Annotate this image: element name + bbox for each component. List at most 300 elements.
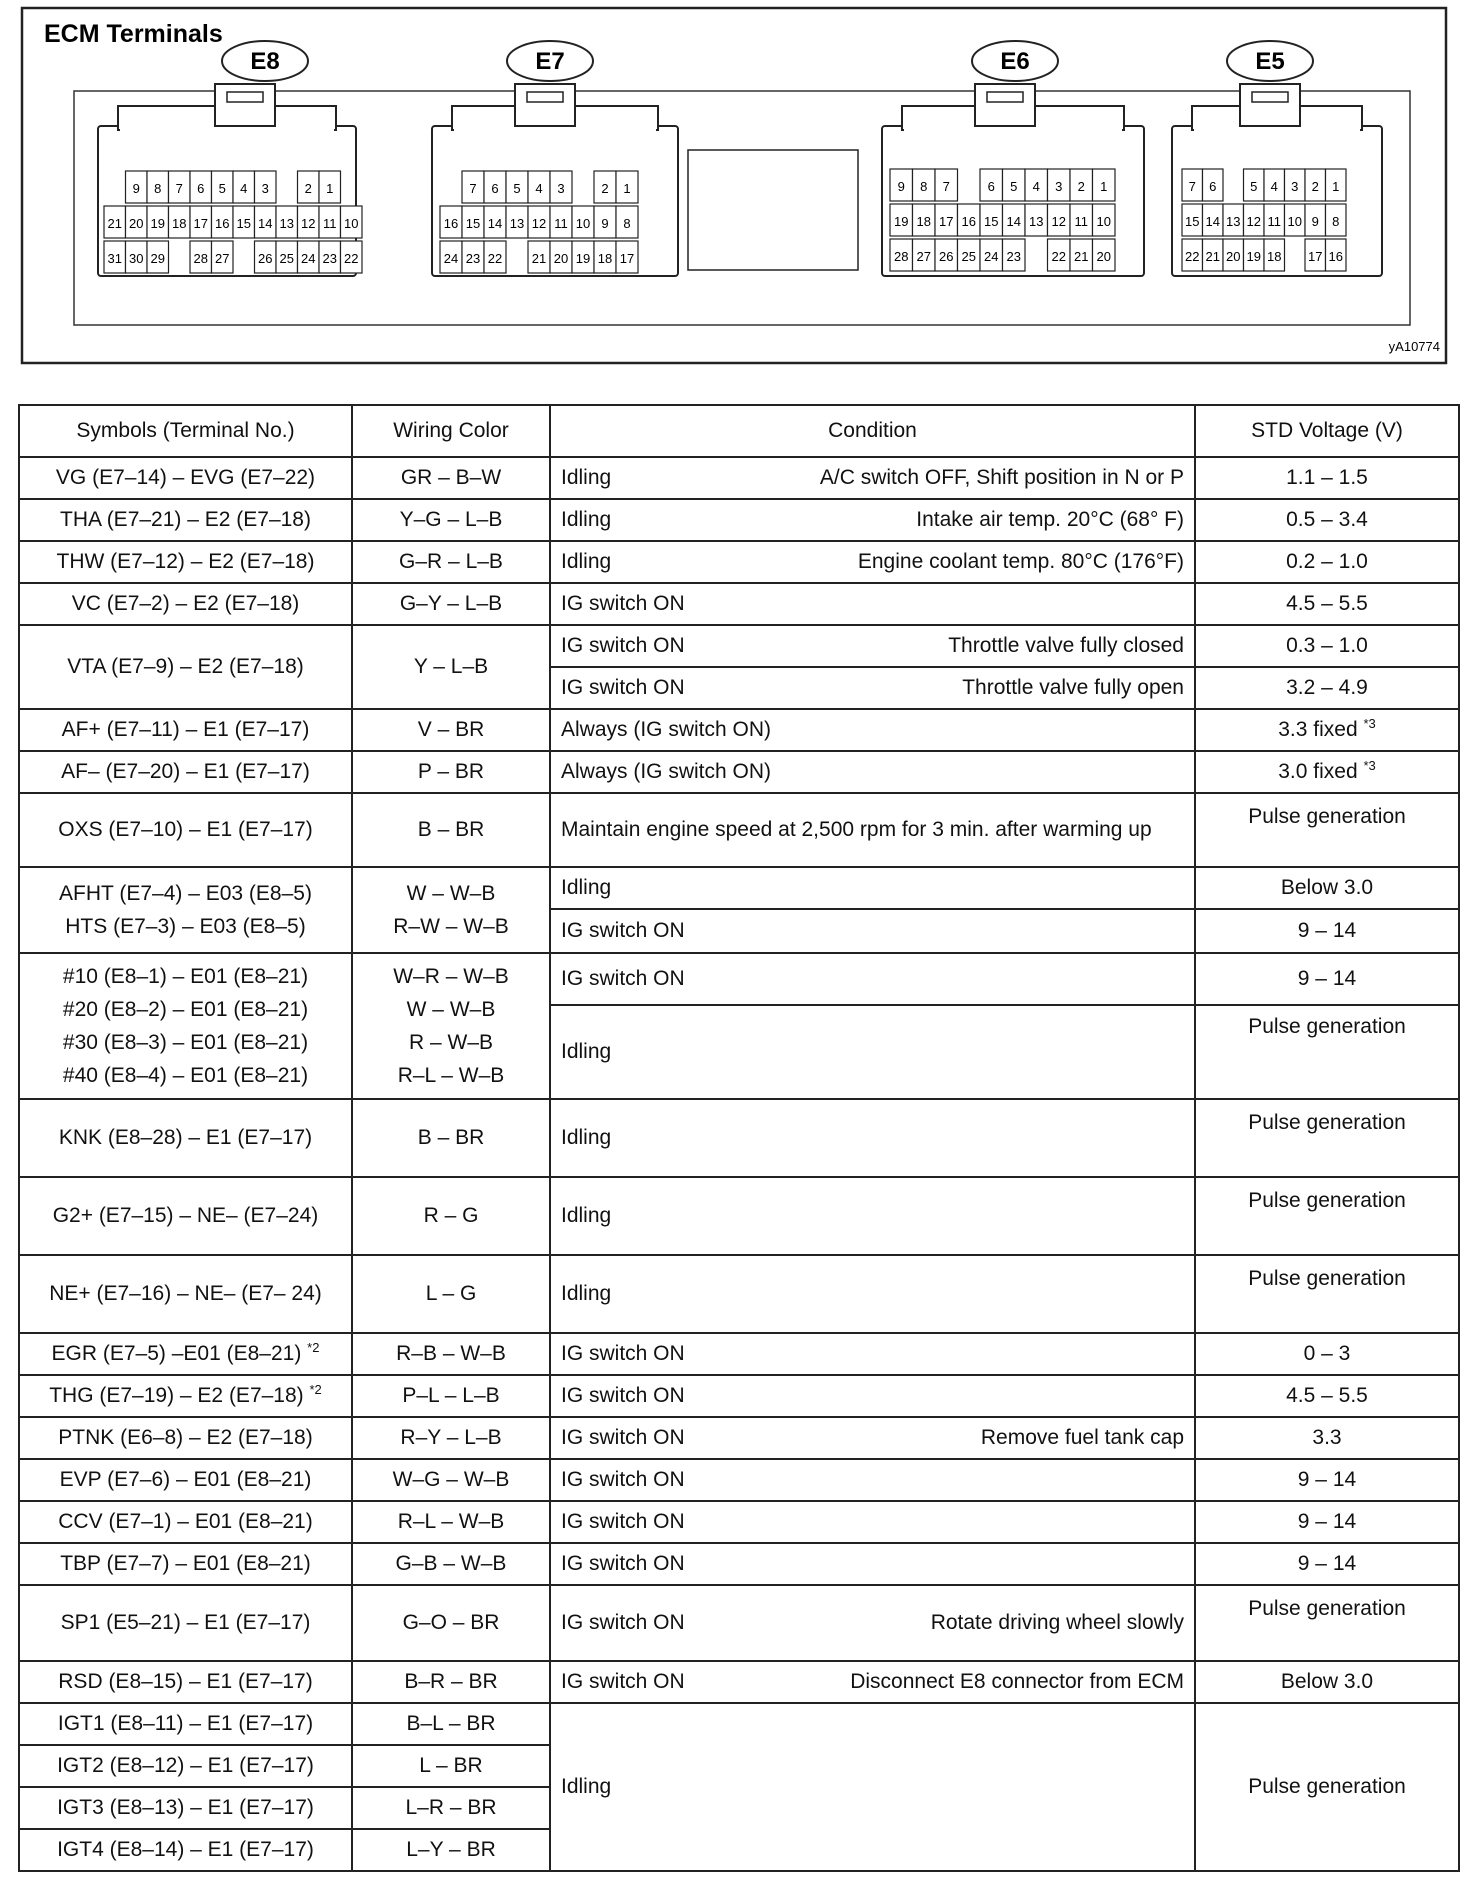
condition-text: Idling [551,868,1194,910]
ecm-blank-pad [688,150,858,270]
pin-number: 15 [465,216,481,231]
condition-text: IG switch ON [561,1383,685,1407]
condition-detail: A/C switch OFF, Shift position in N or P [819,465,1184,489]
pin-number: 1 [1100,179,1108,194]
pin-number: 23 [465,251,481,266]
voltage-cell: 1.1 – 1.5 [1195,457,1459,499]
header-condition: Condition [550,405,1195,457]
table-row [19,953,1459,1099]
table-row [19,541,1459,583]
wiring-line: W–R – W–B [393,965,509,988]
connector-latch [975,84,1035,126]
condition-detail: Throttle valve fully closed [948,633,1184,657]
pin-number: 16 [215,216,230,231]
voltage-value: Below 3.0 [1196,868,1458,910]
connector-label: E6 [1000,48,1030,75]
pin-number: 9 [897,179,905,194]
pin-number: 31 [107,251,122,266]
symbol-cell: THW (E7–12) – E2 (E7–18) [19,541,352,583]
table-row [19,1375,1459,1417]
table-row [19,1417,1459,1459]
voltage-cell: Pulse generation [1195,1585,1459,1661]
pin-number: 12 [1051,214,1066,229]
pin-number: 25 [279,251,294,266]
pin-number: 5 [1010,179,1018,194]
connector-latch-slot [227,92,263,102]
symbol-cell: PTNK (E6–8) – E2 (E7–18) [19,1417,352,1459]
voltage-cell: Pulse generation [1195,1099,1459,1177]
condition-cell [550,457,1195,499]
pin-number: 2 [1077,179,1085,194]
condition-text: Idling [561,549,612,573]
pin-number: 12 [531,216,547,231]
condition-cell [550,709,1195,751]
condition-detail: Engine coolant temp. 80°C (176°F) [857,549,1184,573]
pin-number: 22 [1051,249,1066,264]
table-row [19,1177,1459,1255]
symbol-cell: IGT3 (E8–13) – E1 (E7–17) [19,1787,352,1829]
pin-number: 14 [1006,214,1021,229]
wiring-cell: L – BR [352,1745,550,1787]
voltage-cell: Pulse generation [1195,1255,1459,1333]
voltage-cell: 9 – 14 [1195,1543,1459,1585]
pin-number: 5 [1250,179,1258,194]
pin-number: 14 [258,216,273,231]
symbol-cell: SP1 (E5–21) – E1 (E7–17) [19,1585,352,1661]
table-header-row [19,405,1459,457]
pin-number: 26 [939,249,954,264]
pin-number: 19 [894,214,909,229]
condition-detail: Intake air temp. 20°C (68° F) [916,507,1184,531]
pin-number: 21 [531,251,547,266]
condition-text: Idling [561,1774,612,1798]
condition-detail: Throttle valve fully open [962,675,1184,699]
condition-text: IG switch ON [561,1341,685,1365]
condition-cell [550,1585,1195,1661]
symbol-line: AFHT (E7–4) – E03 (E8–5) [59,882,312,905]
pin-number: 24 [301,251,316,266]
voltage-cell: 9 – 14 [1195,1501,1459,1543]
pin-number: 9 [601,216,609,231]
pin-number: 8 [154,181,162,196]
symbol-cell: IGT1 (E8–11) – E1 (E7–17) [19,1703,352,1745]
condition-text: Idling [561,1125,612,1149]
condition-text: Maintain engine speed at 2,500 rpm for 3 min. after warming up [561,817,1152,841]
pin-number: 10 [344,216,359,231]
pin-number: 13 [279,216,294,231]
pin-number: 11 [323,216,337,231]
condition-cell [550,1255,1195,1333]
condition-cell [550,625,1195,667]
condition-text: IG switch ON [561,591,685,615]
table-row [19,457,1459,499]
pin-number: 1 [1332,179,1340,194]
pin-number: 18 [597,251,613,266]
wiring-cell: G–O – BR [352,1585,550,1661]
pin-number: 19 [1246,249,1261,264]
connector-latch-slot [527,92,563,102]
connector-label: E5 [1255,48,1285,75]
symbol-cell: OXS (E7–10) – E1 (E7–17) [19,793,352,867]
pin-number: 16 [443,216,459,231]
condition-text: IG switch ON [551,954,1194,1006]
voltage-cell [1195,867,1459,953]
voltage-cell: Pulse generation [1195,1177,1459,1255]
wiring-cell: R–Y – L–B [352,1417,550,1459]
table-row [19,867,1459,953]
pin-number: 24 [984,249,999,264]
figure-id: yA10774 [1388,339,1440,354]
pin-number: 6 [987,179,995,194]
pin-number: 19 [575,251,591,266]
condition-cell [550,541,1195,583]
table-row [19,583,1459,625]
pin-number: 4 [1032,179,1040,194]
voltage-cell [1195,953,1459,1099]
symbol-line: #40 (E8–4) – E01 (E8–21) [62,1064,309,1087]
pin-number: 20 [553,251,569,266]
wiring-cell: R–L – W–B [352,1501,550,1543]
pin-number: 23 [322,251,337,266]
condition-text: Idling [561,1281,612,1305]
voltage-value: 3.0 fixed [1278,759,1358,783]
pin-number: 5 [218,181,226,196]
terminal-spec-table [18,404,1460,1872]
wiring-cell: R – G [352,1177,550,1255]
condition-cell [550,751,1195,793]
pin-number: 29 [150,251,165,266]
wiring-cell: B–R – BR [352,1661,550,1703]
condition-cell [550,867,1195,953]
condition-text: IG switch ON [561,675,685,699]
symbol-line: HTS (E7–3) – E03 (E8–5) [65,915,306,938]
condition-detail: Remove fuel tank cap [980,1425,1184,1449]
voltage-cell: 9 – 14 [1195,1459,1459,1501]
condition-text: IG switch ON [561,1669,685,1693]
table-row [19,1333,1459,1375]
pin-number: 13 [509,216,525,231]
pin-number: 4 [240,181,248,196]
condition-text: IG switch ON [561,918,685,942]
voltage-cell: 0 – 3 [1195,1333,1459,1375]
voltage-value: 3.3 fixed [1278,717,1358,741]
pin-number: 8 [623,216,631,231]
condition-cell [550,1099,1195,1177]
condition-cell [550,1177,1195,1255]
pin-number: 20 [129,216,144,231]
pin-number: 21 [1074,249,1089,264]
pin-number: 20 [1226,249,1241,264]
symbol-cell: RSD (E8–15) – E1 (E7–17) [19,1661,352,1703]
voltage-cell: 0.5 – 3.4 [1195,499,1459,541]
voltage-cell: Pulse generation [1195,793,1459,867]
pin-number: 28 [193,251,208,266]
pin-number: 22 [344,251,359,266]
table-row [19,1501,1459,1543]
pin-number: 4 [1270,179,1278,194]
pin-number: 3 [1291,179,1299,194]
pin-number: 17 [1308,249,1323,264]
symbol-cell: NE+ (E7–16) – NE– (E7– 24) [19,1255,352,1333]
pin-number: 3 [261,181,269,196]
condition-cell [550,953,1195,1099]
voltage-cell [1195,709,1459,751]
symbol-cell: CCV (E7–1) – E01 (E8–21) [19,1501,352,1543]
pin-number: 11 [554,216,568,231]
pin-number: 15 [236,216,251,231]
pin-number: 15 [1185,214,1200,229]
wiring-line: R–L – W–B [397,1064,505,1087]
pin-number: 21 [107,216,122,231]
pin-number: 17 [939,214,954,229]
pin-number: 11 [1267,214,1281,229]
wiring-cell: G–R – L–B [352,541,550,583]
pin-number: 11 [1074,214,1088,229]
pin-number: 25 [961,249,976,264]
pin-number: 18 [1267,249,1282,264]
pin-number: 7 [469,181,477,196]
table-row [19,1585,1459,1661]
pin-number: 27 [215,251,230,266]
pin-number: 3 [1055,179,1063,194]
condition-text: Idling [561,1039,612,1063]
pin-number: 18 [172,216,187,231]
symbol-cell: AF– (E7–20) – E1 (E7–17) [19,751,352,793]
condition-cell [550,1703,1195,1871]
condition-cell [550,1333,1195,1375]
voltage-cell: 4.5 – 5.5 [1195,1375,1459,1417]
pin-number: 9 [1311,214,1319,229]
symbol-cell [19,1333,352,1375]
pin-number: 7 [942,179,950,194]
connector-latch-slot [1252,92,1288,102]
header-std-voltage: STD Voltage (V) [1195,405,1459,457]
condition-text: Always (IG switch ON) [561,759,772,783]
table-row [19,1459,1459,1501]
pin-number: 22 [1185,249,1200,264]
table-row [19,1099,1459,1177]
diagram-title: ECM Terminals [44,20,223,48]
voltage-value: Pulse generation [1248,1015,1406,1038]
condition-text: IG switch ON [561,1467,685,1491]
condition-cell [550,499,1195,541]
symbol-cell: KNK (E8–28) – E1 (E7–17) [19,1099,352,1177]
connector-label: E7 [535,48,565,75]
condition-text: IG switch ON [561,1509,685,1533]
table-row [19,751,1459,793]
pin-number: 5 [513,181,521,196]
footnote-mark: *3 [1363,757,1376,773]
table-row [19,709,1459,751]
wiring-cell: B – BR [352,793,550,867]
wiring-cell: GR – B–W [352,457,550,499]
pin-number: 18 [916,214,931,229]
condition-cell [550,1459,1195,1501]
wiring-cell: P–L – L–B [352,1375,550,1417]
condition-text: IG switch ON [561,1425,685,1449]
symbol-cell [19,1375,352,1417]
pin-number: 16 [1328,249,1343,264]
symbol-line: #20 (E8–2) – E01 (E8–21) [62,998,309,1021]
symbol-cell: IGT2 (E8–12) – E1 (E7–17) [19,1745,352,1787]
table-row [19,499,1459,541]
footnote-mark: *2 [309,1381,322,1397]
wiring-line: W – W–B [406,998,496,1021]
condition-text: IG switch ON [561,633,685,657]
condition-text: Always (IG switch ON) [561,717,772,741]
table-row [19,1703,1459,1745]
wiring-cell [352,867,550,953]
wiring-cell: G–B – W–B [352,1543,550,1585]
pin-number: 13 [1226,214,1241,229]
condition-detail: Rotate driving wheel slowly [930,1610,1184,1634]
pin-number: 16 [961,214,976,229]
pin-number: 20 [1096,249,1111,264]
symbol-cell: G2+ (E7–15) – NE– (E7–24) [19,1177,352,1255]
pin-number: 8 [920,179,928,194]
header-wiring-color: Wiring Color [352,405,550,457]
symbol-text: EGR (E7–5) –E01 (E8–21) [51,1341,302,1365]
pin-number: 10 [1096,214,1111,229]
pin-number: 3 [557,181,565,196]
pin-number: 22 [487,251,503,266]
pin-number: 28 [894,249,909,264]
connector-latch [1240,84,1300,126]
symbol-cell [19,953,352,1099]
pin-number: 2 [601,181,609,196]
wiring-cell [352,953,550,1099]
pin-number: 7 [175,181,183,196]
footnote-mark: *2 [307,1339,320,1355]
pin-number: 14 [1205,214,1220,229]
pin-number: 14 [487,216,503,231]
condition-text: Idling [561,507,612,531]
voltage-cell: 3.3 [1195,1417,1459,1459]
pin-number: 13 [1029,214,1044,229]
pin-number: 24 [443,251,459,266]
pin-number: 7 [1188,179,1196,194]
pin-number: 2 [304,181,312,196]
voltage-cell: 0.3 – 1.0 [1195,625,1459,667]
wiring-cell: L–Y – BR [352,1829,550,1871]
pin-number: 8 [1332,214,1340,229]
condition-text: Idling [561,1203,612,1227]
pin-number: 4 [535,181,543,196]
condition-cell [550,1375,1195,1417]
wiring-cell: L – G [352,1255,550,1333]
pin-number: 6 [197,181,205,196]
condition-text: Idling [561,465,612,489]
condition-cell [550,1417,1195,1459]
condition-cell [550,583,1195,625]
wiring-cell: L–R – BR [352,1787,550,1829]
pin-number: 26 [258,251,273,266]
condition-cell [550,1543,1195,1585]
footnote-mark: *3 [1363,715,1376,731]
wiring-cell: R–B – W–B [352,1333,550,1375]
condition-text: IG switch ON [561,1551,685,1575]
voltage-value: 9 – 14 [1297,918,1357,942]
table-row [19,1255,1459,1333]
wiring-cell: G–Y – L–B [352,583,550,625]
symbol-cell: VC (E7–2) – E2 (E7–18) [19,583,352,625]
symbol-cell: VTA (E7–9) – E2 (E7–18) [19,625,352,709]
symbol-cell [19,867,352,953]
symbol-cell: TBP (E7–7) – E01 (E8–21) [19,1543,352,1585]
wiring-cell: V – BR [352,709,550,751]
pin-number: 21 [1205,249,1220,264]
symbol-cell: THA (E7–21) – E2 (E7–18) [19,499,352,541]
pin-number: 12 [301,216,316,231]
pin-number: 15 [984,214,999,229]
pin-number: 17 [619,251,635,266]
connector-latch-slot [987,92,1023,102]
wiring-cell: B – BR [352,1099,550,1177]
voltage-cell: Below 3.0 [1195,1661,1459,1703]
table-row [19,1543,1459,1585]
wiring-cell: B–L – BR [352,1703,550,1745]
pin-number: 30 [129,251,144,266]
voltage-value: 9 – 14 [1196,954,1458,1006]
voltage-cell: 4.5 – 5.5 [1195,583,1459,625]
table-row [19,793,1459,867]
condition-detail: Disconnect E8 connector from ECM [850,1669,1184,1693]
ecm-terminal-diagram [20,6,1450,366]
pin-number: 23 [1006,249,1021,264]
wiring-cell: Y–G – L–B [352,499,550,541]
header-symbols: Symbols (Terminal No.) [19,405,352,457]
wiring-cell: Y – L–B [352,625,550,709]
pin-number: 1 [326,181,334,196]
pin-number: 19 [150,216,165,231]
pin-number: 12 [1246,214,1261,229]
condition-cell [550,1661,1195,1703]
voltage-cell: Pulse generation [1195,1703,1459,1871]
pin-number: 2 [1311,179,1319,194]
connector-latch [215,84,275,126]
condition-text: IG switch ON [561,1610,685,1634]
pin-number: 27 [916,249,931,264]
table-row [19,625,1459,667]
symbol-cell: VG (E7–14) – EVG (E7–22) [19,457,352,499]
wiring-line: W – W–B [406,882,496,905]
symbol-cell: IGT4 (E8–14) – E1 (E7–17) [19,1829,352,1871]
table-row [19,1661,1459,1703]
symbol-cell: AF+ (E7–11) – E1 (E7–17) [19,709,352,751]
pin-number: 6 [1209,179,1217,194]
symbol-cell: EVP (E7–6) – E01 (E8–21) [19,1459,352,1501]
pin-number: 1 [623,181,631,196]
pin-number: 10 [1287,214,1302,229]
wiring-line: R – W–B [408,1031,494,1054]
wiring-cell: P – BR [352,751,550,793]
voltage-cell: 3.2 – 4.9 [1195,667,1459,709]
pin-number: 6 [491,181,499,196]
symbol-text: THG (E7–19) – E2 (E7–18) [49,1383,304,1407]
pin-number: 9 [132,181,140,196]
wiring-line: R–W – W–B [393,915,509,938]
symbol-line: #30 (E8–3) – E01 (E8–21) [62,1031,309,1054]
symbol-line: #10 (E8–1) – E01 (E8–21) [62,965,309,988]
voltage-cell [1195,751,1459,793]
condition-cell [550,667,1195,709]
condition-cell [550,1501,1195,1543]
pin-number: 10 [575,216,591,231]
pin-number: 17 [193,216,208,231]
connector-label: E8 [250,48,280,75]
condition-cell [550,793,1195,867]
connector-latch [515,84,575,126]
